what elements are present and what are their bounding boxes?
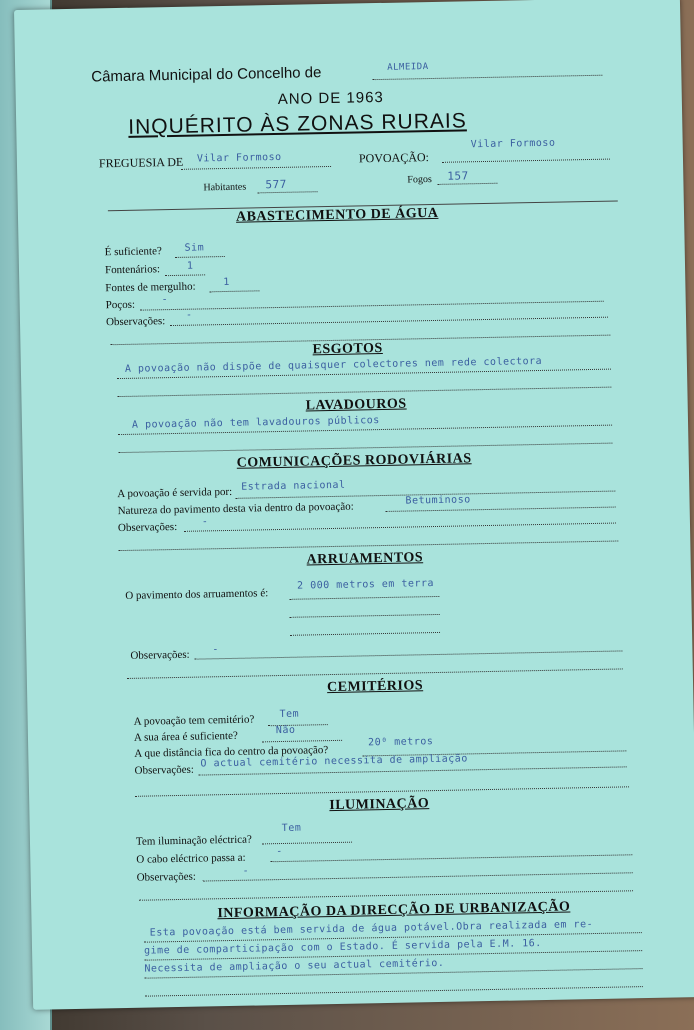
concelho-value: ALMEIDA bbox=[387, 62, 429, 73]
area-line bbox=[262, 740, 342, 743]
povoacao-value: Vilar Formoso bbox=[470, 137, 556, 151]
arruamentos-obs-label: Observações: bbox=[130, 648, 190, 662]
agua-obs-line bbox=[170, 317, 608, 326]
iluminacao-obs-line bbox=[203, 872, 633, 881]
section-title-iluminacao: ILUMINAÇÃO bbox=[329, 796, 430, 814]
iluminacao-obs-label: Observações: bbox=[136, 870, 197, 884]
section-title-arruamentos: ARRUAMENTOS bbox=[306, 550, 424, 568]
lavadouros-text: A povoação não tem lavadouros públicos bbox=[131, 415, 380, 431]
fontes-line bbox=[209, 290, 259, 292]
section-title-comunicacoes: COMUNICAÇÕES RODOVIÁRIAS bbox=[236, 451, 472, 471]
comunicacoes-obs-line2 bbox=[118, 540, 618, 551]
freguesia-line bbox=[181, 166, 331, 170]
fontenarios-label: Fontenários: bbox=[104, 263, 161, 277]
natureza-line bbox=[386, 507, 616, 512]
cabo-line bbox=[270, 854, 632, 862]
pavimento-value: 2 000 metros em terra bbox=[297, 578, 435, 592]
section-title-agua: ABASTECIMENTO DE ÁGUA bbox=[235, 205, 439, 225]
cabo-value: - bbox=[276, 845, 283, 858]
cemiterios-obs-label: Observações: bbox=[134, 763, 194, 777]
fontenarios-line bbox=[165, 274, 205, 276]
servida-label: A povoação é servida por: bbox=[117, 485, 233, 501]
freguesia-label: FREGUESIA DE bbox=[98, 154, 184, 171]
pavimento-line bbox=[289, 596, 439, 600]
suficiente-value: Sim bbox=[184, 242, 205, 254]
lavadouros-line2 bbox=[119, 443, 613, 453]
habitantes-value: 577 bbox=[265, 177, 287, 192]
comunicacoes-obs-label: Observações: bbox=[117, 520, 178, 535]
informacao-line-4 bbox=[145, 986, 643, 997]
cemiterio-tem-value: Tem bbox=[279, 708, 300, 721]
area-label: A sua área é suficiente? bbox=[133, 729, 238, 744]
comunicacoes-obs-line bbox=[184, 523, 616, 532]
cemiterios-obs-line2 bbox=[135, 786, 629, 796]
section-title-informacao: INFORMAÇÃO DA DIRECÇÃO DE URBANIZAÇÃO bbox=[217, 899, 571, 922]
freguesia-value: Vilar Formoso bbox=[196, 151, 282, 165]
iluminacao-tem-line bbox=[262, 842, 352, 845]
iluminacao-obs-value: - bbox=[242, 865, 250, 877]
concelho-line bbox=[372, 75, 602, 80]
esgotos-text: A povoação não dispõe de quaisquer colectores nem rede colectora bbox=[124, 355, 543, 375]
arruamentos-obs-value: - bbox=[212, 644, 219, 656]
year-heading: ANO DE 1963 bbox=[277, 88, 384, 108]
informacao-text-1: Esta povoação está bem servida de água potável.Obra realizada em re- bbox=[149, 919, 594, 939]
fontes-value: 1 bbox=[223, 276, 230, 289]
agua-obs-label: Observações: bbox=[105, 315, 166, 329]
agua-obs-value: - bbox=[185, 309, 193, 321]
informacao-text-3: Necessita de ampliação o seu actual cemitério. bbox=[144, 957, 445, 975]
page-title: INQUÉRITO ÀS ZONAS RURAIS bbox=[128, 109, 467, 139]
section-title-lavadouros: LAVADOUROS bbox=[305, 396, 407, 414]
fogos-line bbox=[437, 183, 497, 185]
natureza-value: Betuminoso bbox=[405, 494, 471, 507]
pocos-line bbox=[140, 301, 604, 311]
pocos-value: - bbox=[161, 294, 169, 306]
habitantes-label: Habitantes bbox=[203, 181, 247, 194]
fontes-label: Fontes de mergulho: bbox=[105, 280, 196, 295]
povoacao-line bbox=[442, 159, 610, 163]
natureza-label: Natureza do pavimento desta via dentro da povoação: bbox=[117, 500, 354, 518]
pocos-label: Poços: bbox=[105, 298, 136, 312]
informacao-text-2: gime de comparticipação com o Estado. É servida pela E.M. 16. bbox=[143, 938, 542, 957]
fogos-label: Fogos bbox=[407, 174, 432, 186]
iluminacao-tem-value: Tem bbox=[281, 822, 302, 835]
section-title-cemiterios: CEMITÉRIOS bbox=[326, 678, 424, 696]
esgotos-line2 bbox=[117, 387, 611, 397]
comunicacoes-obs-value: - bbox=[201, 516, 209, 528]
arruamentos-obs-line2 bbox=[127, 668, 623, 679]
suficiente-line bbox=[175, 256, 225, 258]
area-value: Não bbox=[275, 724, 296, 737]
suficiente-label: É suficiente? bbox=[104, 245, 162, 259]
fogos-value: 157 bbox=[447, 169, 469, 183]
form-page bbox=[14, 0, 694, 1010]
camara-label: Câmara Municipal do Concelho de bbox=[91, 64, 322, 86]
pavimento-line2 bbox=[290, 614, 440, 618]
pavimento-label: O pavimento dos arruamentos é: bbox=[125, 587, 269, 602]
iluminacao-tem-label: Tem iluminação eléctrica? bbox=[135, 833, 252, 848]
cemiterios-obs-value: O actual cemitério necessita de ampliação bbox=[200, 753, 468, 770]
fontenarios-value: 1 bbox=[186, 260, 194, 272]
servida-value: Estrada nacional bbox=[241, 479, 346, 493]
section-title-esgotos: ESGOTOS bbox=[312, 340, 383, 358]
distancia-value: 20⁰ metros bbox=[368, 736, 434, 749]
pavimento-line3 bbox=[290, 632, 440, 636]
cemiterio-tem-label: A povoação tem cemitério? bbox=[133, 713, 255, 728]
distancia-label: A que distância fica do centro da povoação? bbox=[134, 744, 329, 760]
habitantes-line bbox=[258, 191, 318, 193]
arruamentos-obs-line bbox=[194, 650, 622, 659]
povoacao-label: POVOAÇÃO: bbox=[358, 150, 430, 166]
cabo-label: O cabo eléctrico passa a: bbox=[136, 851, 246, 866]
